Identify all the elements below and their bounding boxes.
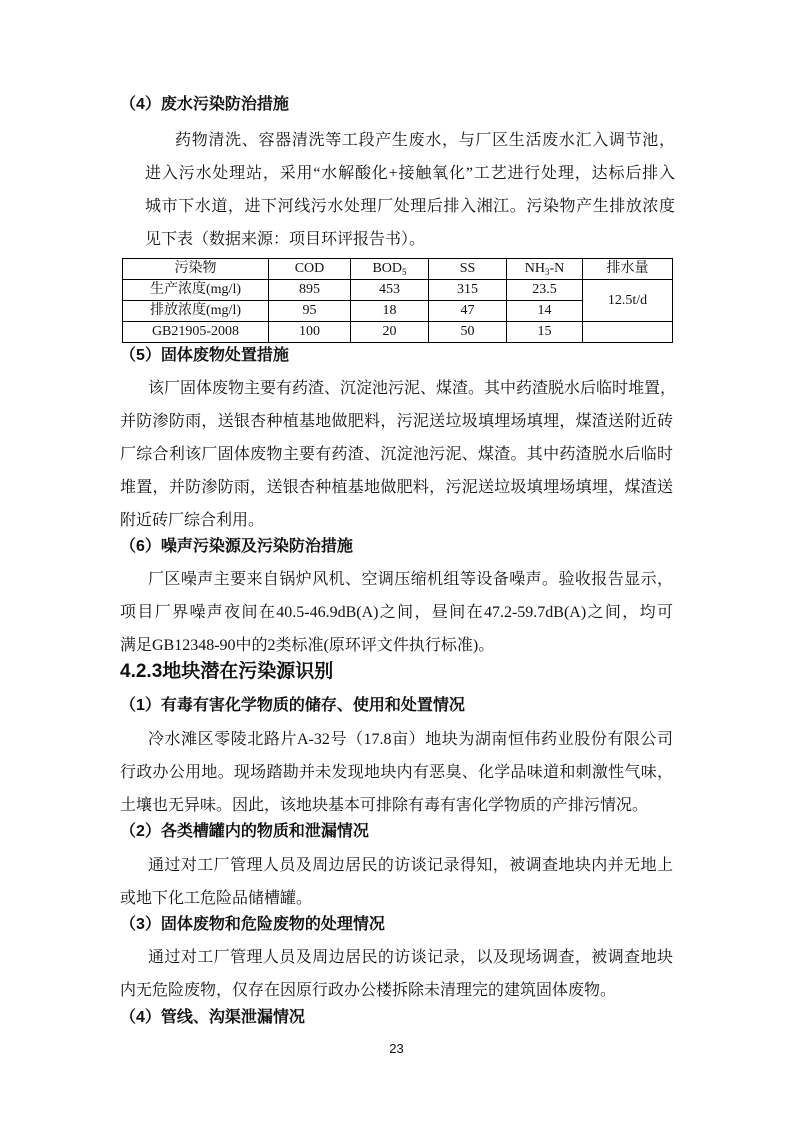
table-header-cell: 排水量 xyxy=(583,259,673,280)
table-cell: 50 xyxy=(429,322,507,343)
paragraph-line: 或地下化工危险品储槽罐。 xyxy=(120,890,313,907)
paragraph-wastewater xyxy=(145,124,675,256)
paragraph-line: 行政办公用地。现场踏勘并未发现地块内有恶臭、化学品味道和刺激性气味， xyxy=(120,764,673,781)
paragraph-line: 项目厂界噪声夜间在40.5-46.9dB(A)之间，昼间在47.2-59.7dB(A)之间，均可 xyxy=(120,604,673,621)
header-subscript: 5 xyxy=(402,267,407,277)
paragraph-line: 见下表（数据来源：项目环评报告书）。 xyxy=(145,231,426,248)
table-cell: 47 xyxy=(429,301,507,322)
heading-noise-measures: （6）噪声污染源及污染防治措施 xyxy=(120,538,353,555)
paragraph-noise xyxy=(120,563,673,662)
paragraph-line: 通过对工厂管理人员及周边居民的访谈记录，以及现场调查，被调查地块 xyxy=(148,949,673,966)
section-title: 4.2.3地块潜在污染源识别 xyxy=(120,661,334,682)
paragraph-line: 冷水滩区零陵北路片A-32号（17.8亩）地块为湖南恒伟药业股份有限公司 xyxy=(148,731,673,748)
discharge-volume-cell: 12.5t/d xyxy=(583,280,673,322)
table-header-row xyxy=(123,259,673,280)
heading-solid-waste-measures: （5）固体废物处置措施 xyxy=(120,347,289,364)
paragraph-solid-waste xyxy=(120,372,677,537)
paragraph-line: 通过对工厂管理人员及周边居民的访谈记录得知，被调查地块内并无地上 xyxy=(148,857,673,874)
table-header-cell: 污染物 xyxy=(123,259,269,280)
page-number: 23 xyxy=(389,1041,404,1056)
heading-pipelines: （4）管线、沟渠泄漏情况 xyxy=(120,1009,305,1026)
header-subscript: 3 xyxy=(544,267,550,277)
header-text: BOD xyxy=(372,261,403,276)
table-header-cell: SS xyxy=(429,259,507,280)
table-row xyxy=(123,280,673,301)
paragraph-line: 土壤也无异味。因此，该地块基本可排除有毒有害化学物质的产排污情况。 xyxy=(120,797,649,814)
table-cell: 95 xyxy=(269,301,351,322)
paragraph-line: 进入污水处理站，采用“水解酸化+接触氧化”工艺进行处理，达标后排入 xyxy=(145,165,675,182)
table-cell-empty xyxy=(583,322,673,343)
table-row-label: 生产浓度(mg/l) xyxy=(123,280,269,301)
table-row-label: GB21905-2008 xyxy=(123,322,269,343)
paragraph-line: 内无危险废物，仅存在因原行政办公楼拆除未清理完的建筑固体废物。 xyxy=(120,982,617,999)
table-row-label: 排放浓度(mg/l) xyxy=(123,301,269,322)
table-cell: 14 xyxy=(507,301,583,322)
paragraph-line: 该厂固体废物主要有药渣、沉淀池污泥、煤渣。其中药渣脱水后临时堆置， xyxy=(148,380,677,397)
heading-wastewater-measures: （4）废水污染防治措施 xyxy=(120,96,289,113)
paragraph-line: 堆置，并防渗防雨，送银杏种植基地做肥料，污泥送垃圾填埋场填埋，煤渣送 xyxy=(120,479,673,496)
paragraph-toxic-chemicals xyxy=(120,723,673,822)
table-header-cell xyxy=(507,259,583,280)
paragraph-hazardous-waste xyxy=(120,941,673,1007)
paragraph-line: 附近砖厂综合利用。 xyxy=(120,512,265,529)
paragraph-line: 城市下水道，进下河线污水处理厂处理后排入湘江。污染物产生排放浓度 xyxy=(145,198,675,215)
table-cell: 20 xyxy=(351,322,429,343)
table-header-cell: COD xyxy=(269,259,351,280)
table-cell: 453 xyxy=(351,280,429,301)
paragraph-line: 并防渗防雨，送银杏种植基地做肥料，污泥送垃圾填埋场填埋，煤渣送附近砖 xyxy=(120,413,673,430)
paragraph-line: 药物清洗、容器清洗等工段产生废水，与厂区生活废水汇入调节池， xyxy=(175,132,675,149)
table-cell: 18 xyxy=(351,301,429,322)
header-text: NH xyxy=(524,261,545,276)
table-cell: 23.5 xyxy=(507,280,583,301)
paragraph-tanks xyxy=(120,849,673,915)
heading-hazardous-waste: （3）固体废物和危险废物的处理情况 xyxy=(120,916,385,933)
table-header-cell xyxy=(351,259,429,280)
paragraph-line: 满足GB12348-90中的2类标准(原环评文件执行标准)。 xyxy=(120,637,495,654)
table-cell: 315 xyxy=(429,280,507,301)
pollutant-concentration-table xyxy=(122,258,673,343)
paragraph-line: 厂综合利该厂固体废物主要有药渣、沉淀池污泥、煤渣。其中药渣脱水后临时 xyxy=(120,446,673,463)
table-row xyxy=(123,322,673,343)
heading-tanks: （2）各类槽罐内的物质和泄漏情况 xyxy=(120,823,369,840)
table-cell: 100 xyxy=(269,322,351,343)
paragraph-line: 厂区噪声主要来自锅炉风机、空调压缩机组等设备噪声。验收报告显示， xyxy=(148,571,673,588)
table-cell: 15 xyxy=(507,322,583,343)
header-suffix: -N xyxy=(549,261,565,276)
table-cell: 895 xyxy=(269,280,351,301)
heading-toxic-chemicals: （1）有毒有害化学物质的储存、使用和处置情况 xyxy=(120,697,465,714)
